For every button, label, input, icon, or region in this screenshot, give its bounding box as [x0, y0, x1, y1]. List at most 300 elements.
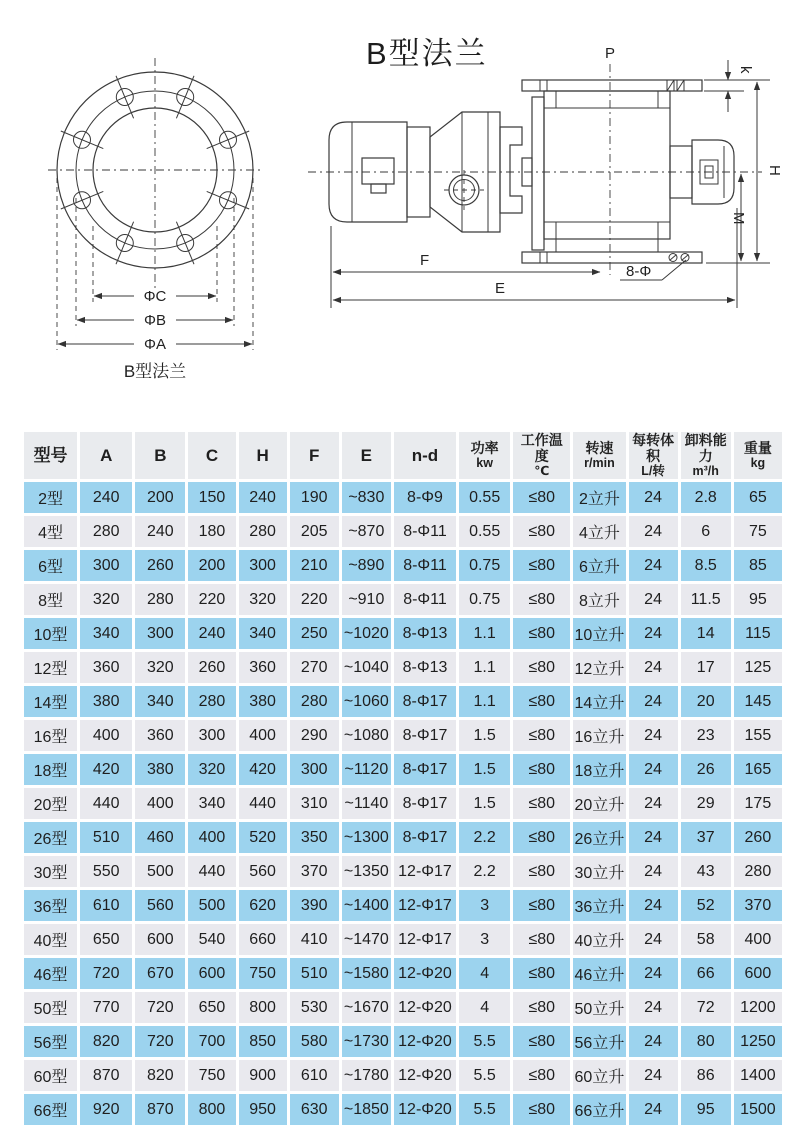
cell: 340 — [80, 618, 132, 649]
cell: 60立升 — [573, 1060, 625, 1091]
cell: ≤80 — [513, 788, 570, 819]
table-row — [24, 652, 782, 683]
cell: 1.1 — [459, 618, 510, 649]
cell: 46型 — [24, 958, 77, 989]
cell: 360 — [135, 720, 185, 751]
table-row — [24, 516, 782, 547]
table-row — [24, 992, 782, 1023]
cell: 23 — [681, 720, 731, 751]
cell: 770 — [80, 992, 132, 1023]
cell: 56立升 — [573, 1026, 625, 1057]
dim-f — [331, 226, 600, 308]
valve-side-view-drawing — [308, 45, 783, 308]
cell: 10立升 — [573, 618, 625, 649]
cell: 420 — [80, 754, 132, 785]
cell: 37 — [681, 822, 731, 853]
cell: ~1140 — [342, 788, 391, 819]
cell: 320 — [80, 584, 132, 615]
cell: 20型 — [24, 788, 77, 819]
cell: 950 — [239, 1094, 287, 1125]
cell: ~1300 — [342, 822, 391, 853]
cell: 380 — [80, 686, 132, 717]
dim-label-k: k — [737, 66, 754, 74]
column-header-6: E — [342, 432, 391, 479]
cell: ~1470 — [342, 924, 391, 955]
cell: 400 — [188, 822, 235, 853]
cell: 24 — [629, 1026, 678, 1057]
cell: 4 — [459, 958, 510, 989]
cell: 300 — [80, 550, 132, 581]
cell: 8-Φ17 — [394, 686, 456, 717]
cell: 24 — [629, 890, 678, 921]
cell: 36立升 — [573, 890, 625, 921]
cell: 360 — [80, 652, 132, 683]
cell: 560 — [239, 856, 287, 887]
cell: 220 — [290, 584, 339, 615]
table-row — [24, 1060, 782, 1091]
dim-label-h: H — [766, 165, 783, 176]
cell: 280 — [188, 686, 235, 717]
cell: 650 — [80, 924, 132, 955]
cell: ≤80 — [513, 618, 570, 649]
cell: 155 — [734, 720, 782, 751]
cell: 24 — [629, 550, 678, 581]
cell: 820 — [135, 1060, 185, 1091]
cell: ~1060 — [342, 686, 391, 717]
cell: 400 — [734, 924, 782, 955]
cell: 125 — [734, 652, 782, 683]
cell: ≤80 — [513, 992, 570, 1023]
cell: 72 — [681, 992, 731, 1023]
cell: ≤80 — [513, 652, 570, 683]
cell: 800 — [239, 992, 287, 1023]
column-header-12: 卸料能力 m³/h — [681, 432, 731, 479]
cell: 2.8 — [681, 482, 731, 513]
column-header-13: 重量 kg — [734, 432, 782, 479]
cell: ≤80 — [513, 754, 570, 785]
cell: 200 — [135, 482, 185, 513]
table-row — [24, 958, 782, 989]
cell: 8立升 — [573, 584, 625, 615]
cell: 12-Φ17 — [394, 890, 456, 921]
cell: 8-Φ11 — [394, 584, 456, 615]
cell: 52 — [681, 890, 731, 921]
cell: 5.5 — [459, 1026, 510, 1057]
cell: 18型 — [24, 754, 77, 785]
cell: 17 — [681, 652, 731, 683]
cell: 16立升 — [573, 720, 625, 751]
cell: 400 — [135, 788, 185, 819]
cell: 4立升 — [573, 516, 625, 547]
cell: 440 — [80, 788, 132, 819]
table-row — [24, 890, 782, 921]
cell: 5.5 — [459, 1060, 510, 1091]
cell: 700 — [188, 1026, 235, 1057]
page-title: B型法兰 — [366, 36, 488, 71]
cell: 280 — [80, 516, 132, 547]
cell: 24 — [629, 1094, 678, 1125]
cell: 12-Φ20 — [394, 1060, 456, 1091]
cell: ≤80 — [513, 856, 570, 887]
dim-m — [730, 174, 747, 261]
column-header-0: 型号 — [24, 432, 77, 479]
cell: ~1040 — [342, 652, 391, 683]
cell: 320 — [135, 652, 185, 683]
cell: 400 — [239, 720, 287, 751]
table-row — [24, 754, 782, 785]
cell: 11.5 — [681, 584, 731, 615]
cell: 65 — [734, 482, 782, 513]
cell: 660 — [239, 924, 287, 955]
column-header-2: B — [135, 432, 185, 479]
cell: 2.2 — [459, 856, 510, 887]
cell: 2.2 — [459, 822, 510, 853]
cell: 560 — [135, 890, 185, 921]
cell: ≤80 — [513, 890, 570, 921]
cell: 24 — [629, 482, 678, 513]
cell: 12-Φ20 — [394, 1026, 456, 1057]
cell: 240 — [135, 516, 185, 547]
cell: 250 — [290, 618, 339, 649]
table-row — [24, 618, 782, 649]
cell: 900 — [239, 1060, 287, 1091]
cell: 16型 — [24, 720, 77, 751]
column-header-1: A — [80, 432, 132, 479]
cell: 620 — [239, 890, 287, 921]
cell: ~910 — [342, 584, 391, 615]
table-row — [24, 482, 782, 513]
dim-label-phi-b: ΦB — [144, 312, 166, 329]
cell: 95 — [734, 584, 782, 615]
column-header-9: 工作温度 ℃ — [513, 432, 570, 479]
cell: ≤80 — [513, 822, 570, 853]
table-row — [24, 788, 782, 819]
cell: 380 — [135, 754, 185, 785]
dim-e — [333, 208, 737, 308]
cell: 8-Φ9 — [394, 482, 456, 513]
table-row — [24, 720, 782, 751]
dim-label-phi-c: ΦC — [143, 288, 167, 305]
cell: ≤80 — [513, 516, 570, 547]
cell: 300 — [188, 720, 235, 751]
cell: ~1730 — [342, 1026, 391, 1057]
cell: 2立升 — [573, 482, 625, 513]
cell: 8-Φ17 — [394, 754, 456, 785]
cell: 24 — [629, 822, 678, 853]
cell: 26 — [681, 754, 731, 785]
cell: 24 — [629, 584, 678, 615]
table-header-row — [24, 432, 782, 479]
cell: 220 — [188, 584, 235, 615]
cell: 340 — [135, 686, 185, 717]
cell: ~1120 — [342, 754, 391, 785]
cell: 0.55 — [459, 482, 510, 513]
cell: 750 — [188, 1060, 235, 1091]
cell: 75 — [734, 516, 782, 547]
cell: 750 — [239, 958, 287, 989]
cell: 6型 — [24, 550, 77, 581]
cell: 240 — [188, 618, 235, 649]
cell: 540 — [188, 924, 235, 955]
cell: 66型 — [24, 1094, 77, 1125]
cell: 18立升 — [573, 754, 625, 785]
cell: ≤80 — [513, 550, 570, 581]
cell: ≤80 — [513, 1094, 570, 1125]
cell: 12-Φ20 — [394, 1094, 456, 1125]
cell: 400 — [80, 720, 132, 751]
cell: ~1850 — [342, 1094, 391, 1125]
cell: 240 — [80, 482, 132, 513]
cell: 270 — [290, 652, 339, 683]
cell: 610 — [80, 890, 132, 921]
cell: 30型 — [24, 856, 77, 887]
cell: 24 — [629, 618, 678, 649]
cell: 1.1 — [459, 686, 510, 717]
table-row — [24, 1026, 782, 1057]
cell: 320 — [188, 754, 235, 785]
cell: 460 — [135, 822, 185, 853]
cell: 200 — [188, 550, 235, 581]
dim-k — [704, 60, 754, 112]
cell: 12-Φ17 — [394, 856, 456, 887]
cell: 180 — [188, 516, 235, 547]
dim-label-m: M — [730, 212, 747, 225]
column-header-3: C — [188, 432, 235, 479]
cell: ~890 — [342, 550, 391, 581]
cell: ≤80 — [513, 958, 570, 989]
cell: 510 — [290, 958, 339, 989]
cell: 8-Φ17 — [394, 822, 456, 853]
cell: 24 — [629, 652, 678, 683]
cell: 40立升 — [573, 924, 625, 955]
cell: 8-Φ13 — [394, 652, 456, 683]
cell: 24 — [629, 720, 678, 751]
cell: 340 — [188, 788, 235, 819]
cell: 3 — [459, 924, 510, 955]
cell: 8-Φ13 — [394, 618, 456, 649]
bearing-assembly — [670, 140, 734, 204]
cell: 50立升 — [573, 992, 625, 1023]
cell: 10型 — [24, 618, 77, 649]
cell: 43 — [681, 856, 731, 887]
table-row — [24, 550, 782, 581]
cell: 14 — [681, 618, 731, 649]
cell: 12-Φ20 — [394, 958, 456, 989]
cell: 24 — [629, 516, 678, 547]
cell: 350 — [290, 822, 339, 853]
cell: ~870 — [342, 516, 391, 547]
cell: 24 — [629, 1060, 678, 1091]
cell: 26立升 — [573, 822, 625, 853]
cell: 370 — [734, 890, 782, 921]
cell: 530 — [290, 992, 339, 1023]
cell: 190 — [290, 482, 339, 513]
cell: 440 — [239, 788, 287, 819]
cell: ≤80 — [513, 584, 570, 615]
cell: ~1780 — [342, 1060, 391, 1091]
cell: 850 — [239, 1026, 287, 1057]
cell: 280 — [239, 516, 287, 547]
cell: 340 — [239, 618, 287, 649]
cell: ~1580 — [342, 958, 391, 989]
cell: 30立升 — [573, 856, 625, 887]
cell: 8-Φ11 — [394, 516, 456, 547]
table-row — [24, 584, 782, 615]
cell: 150 — [188, 482, 235, 513]
cell: 1.1 — [459, 652, 510, 683]
cell: 870 — [135, 1094, 185, 1125]
dim-label-e: E — [495, 280, 506, 297]
spec-table-container — [21, 429, 785, 1128]
cell: 4型 — [24, 516, 77, 547]
cell: 24 — [629, 856, 678, 887]
cell: 85 — [734, 550, 782, 581]
cell: 280 — [135, 584, 185, 615]
cell: 60型 — [24, 1060, 77, 1091]
cell: 440 — [188, 856, 235, 887]
cell: 1.5 — [459, 788, 510, 819]
cell: 6立升 — [573, 550, 625, 581]
cell: 0.75 — [459, 584, 510, 615]
cell: 870 — [80, 1060, 132, 1091]
table-row — [24, 822, 782, 853]
cell: 1.5 — [459, 720, 510, 751]
cell: 630 — [290, 1094, 339, 1125]
cell: 8-Φ17 — [394, 788, 456, 819]
cell: 66 — [681, 958, 731, 989]
table-row — [24, 924, 782, 955]
cell: ~830 — [342, 482, 391, 513]
cell: 2型 — [24, 482, 77, 513]
cell: 600 — [734, 958, 782, 989]
mount-bracket — [500, 127, 532, 213]
cell: 300 — [290, 754, 339, 785]
column-header-10: 转速 r/min — [573, 432, 625, 479]
cell: 720 — [80, 958, 132, 989]
cell: 300 — [135, 618, 185, 649]
cell: 300 — [239, 550, 287, 581]
cell: 650 — [188, 992, 235, 1023]
cell: 500 — [188, 890, 235, 921]
cell: 670 — [135, 958, 185, 989]
cell: 510 — [80, 822, 132, 853]
cell: 145 — [734, 686, 782, 717]
cell: 500 — [135, 856, 185, 887]
cell: 205 — [290, 516, 339, 547]
cell: 1200 — [734, 992, 782, 1023]
column-header-5: F — [290, 432, 339, 479]
cell: 320 — [239, 584, 287, 615]
cell: 290 — [290, 720, 339, 751]
cell: 14型 — [24, 686, 77, 717]
dim-label-p: P — [604, 45, 616, 62]
cell: 24 — [629, 992, 678, 1023]
cell: 12-Φ17 — [394, 924, 456, 955]
cell: 610 — [290, 1060, 339, 1091]
column-header-7: n-d — [394, 432, 456, 479]
cell: 820 — [80, 1026, 132, 1057]
cell: 8型 — [24, 584, 77, 615]
cell: 36型 — [24, 890, 77, 921]
cell: 580 — [290, 1026, 339, 1057]
cell: 6 — [681, 516, 731, 547]
valve-body — [522, 80, 702, 263]
table-row — [24, 856, 782, 887]
cell: ≤80 — [513, 1026, 570, 1057]
cell: 46立升 — [573, 958, 625, 989]
cell: ≤80 — [513, 720, 570, 751]
cell: 58 — [681, 924, 731, 955]
cell: 165 — [734, 754, 782, 785]
cell: 420 — [239, 754, 287, 785]
cell: 0.75 — [459, 550, 510, 581]
cell: 26型 — [24, 822, 77, 853]
column-header-11: 每转体积 L/转 — [629, 432, 678, 479]
cell: 24 — [629, 924, 678, 955]
cell: 0.55 — [459, 516, 510, 547]
cell: 240 — [239, 482, 287, 513]
cell: 260 — [188, 652, 235, 683]
cell: 720 — [135, 992, 185, 1023]
cell: 1400 — [734, 1060, 782, 1091]
table-row — [24, 1094, 782, 1125]
cell: 800 — [188, 1094, 235, 1125]
cell: 360 — [239, 652, 287, 683]
cell: 550 — [80, 856, 132, 887]
cell: ~1350 — [342, 856, 391, 887]
cell: 50型 — [24, 992, 77, 1023]
column-header-8: 功率 kw — [459, 432, 510, 479]
cell: 8-Φ11 — [394, 550, 456, 581]
cell: 210 — [290, 550, 339, 581]
table-row — [24, 686, 782, 717]
cell: 280 — [734, 856, 782, 887]
cell: 8.5 — [681, 550, 731, 581]
cell: 1.5 — [459, 754, 510, 785]
column-header-4: H — [239, 432, 287, 479]
cell: ~1020 — [342, 618, 391, 649]
cell: 80 — [681, 1026, 731, 1057]
dim-label-bolts: 8-Φ — [626, 263, 652, 280]
cell: 24 — [629, 686, 678, 717]
cell: ≤80 — [513, 1060, 570, 1091]
cell: 12型 — [24, 652, 77, 683]
cell: 24 — [629, 788, 678, 819]
cell: 280 — [290, 686, 339, 717]
cell: 12立升 — [573, 652, 625, 683]
cell: 95 — [681, 1094, 731, 1125]
cell: 600 — [188, 958, 235, 989]
cell: 1250 — [734, 1026, 782, 1057]
cell: 310 — [290, 788, 339, 819]
cell: 1500 — [734, 1094, 782, 1125]
cell: 390 — [290, 890, 339, 921]
cell: 5.5 — [459, 1094, 510, 1125]
cell: 720 — [135, 1026, 185, 1057]
cell: 260 — [135, 550, 185, 581]
cell: 56型 — [24, 1026, 77, 1057]
cell: ≤80 — [513, 686, 570, 717]
cell: 20立升 — [573, 788, 625, 819]
flange-caption: B型法兰 — [123, 362, 187, 381]
cell: 40型 — [24, 924, 77, 955]
spec-table — [21, 429, 785, 1128]
cell: 600 — [135, 924, 185, 955]
cell: 370 — [290, 856, 339, 887]
cell: 410 — [290, 924, 339, 955]
cell: 29 — [681, 788, 731, 819]
cell: 66立升 — [573, 1094, 625, 1125]
